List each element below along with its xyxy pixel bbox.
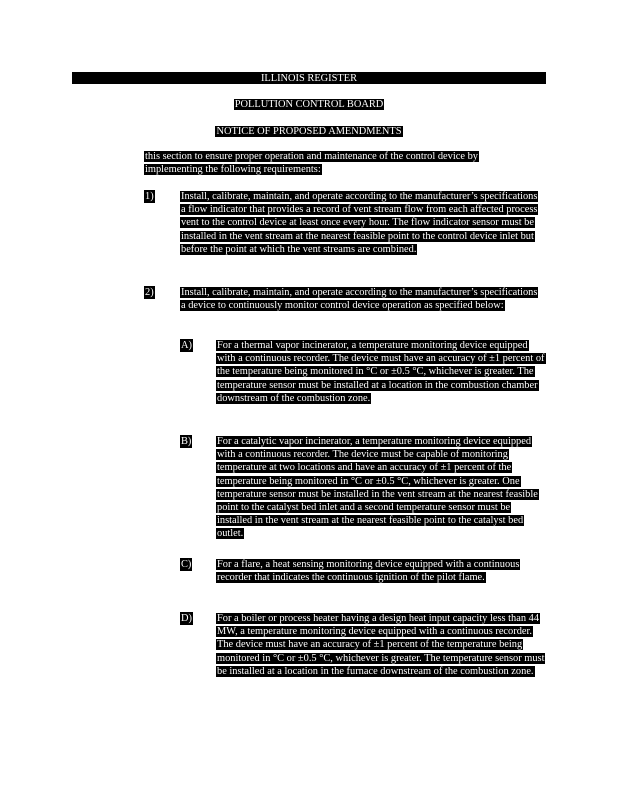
subitem-a-marker: A) — [181, 340, 192, 351]
item-2-marker: 2) — [145, 287, 154, 298]
subitem-d-marker: D) — [181, 613, 192, 624]
subitem-b-text: For a catalytic vapor incinerator, a temperature monitoring device equipped with a continuous recorder. The device must be capable of monitoring temperature at two locations and have an accuracy of ±1 percent of the temperature being monitored in °C or ±0.5 °C, whichever is greater. One temperature sensor must be installed in the vent stream at the nearest feasible point to the catalyst bed inlet and a second temperature sensor must be installed in the vent stream at the nearest feasible point to the catalyst bed outlet. — [217, 436, 538, 540]
intro-paragraph: this section to ensure proper operation and maintenance of the control device by implementing the following requirements: — [145, 151, 478, 176]
subitem-d-text: For a boiler or process heater having a design heat input capacity less than 44 MW, a temperature monitoring device equipped with a continuous recorder. The device must have an accuracy of ±1 percent of the temperature being monitored in °C or ±0.5 °C, whichever is greater. The temperature sensor must be installed at a location in the furnace downstream of the combustion zone. — [217, 613, 545, 677]
subitem-b-marker: B) — [181, 436, 192, 447]
notice-title: NOTICE OF PROPOSED AMENDMENTS — [216, 126, 402, 137]
item-1-text: Install, calibrate, maintain, and operate according to the manufacturer’s specifications a flow indicator that provides a record of vent stream flow from each affected process vent to the control device at least once every hour. The flow indicator sensor must be installed in the vent stream at the nearest feasible point to the control device inlet but before the point at which the vent streams are combined. — [181, 191, 538, 255]
subitem-c-marker: C) — [181, 559, 192, 570]
board-title: POLLUTION CONTROL BOARD — [234, 99, 384, 110]
item-1-marker: 1) — [145, 191, 154, 202]
subitem-c-text: For a flare, a heat sensing monitoring device equipped with a continuous recorder that indicates the continuous ignition of the pilot flame. — [217, 559, 520, 584]
item-2-text: Install, calibrate, maintain, and operate according to the manufacturer’s specifications a device to continuously monitor control device operation as specified below: — [181, 287, 538, 312]
register-title: ILLINOIS REGISTER — [260, 73, 358, 84]
subitem-a-text: For a thermal vapor incinerator, a temperature monitoring device equipped with a continuous recorder. The device must have an accuracy of ±1 percent of the temperature being monitored in °C or ±0.5 °C, whichever is greater. The temperature sensor must be installed at a location in the combustion chamber downstream of the combustion zone. — [217, 340, 545, 404]
